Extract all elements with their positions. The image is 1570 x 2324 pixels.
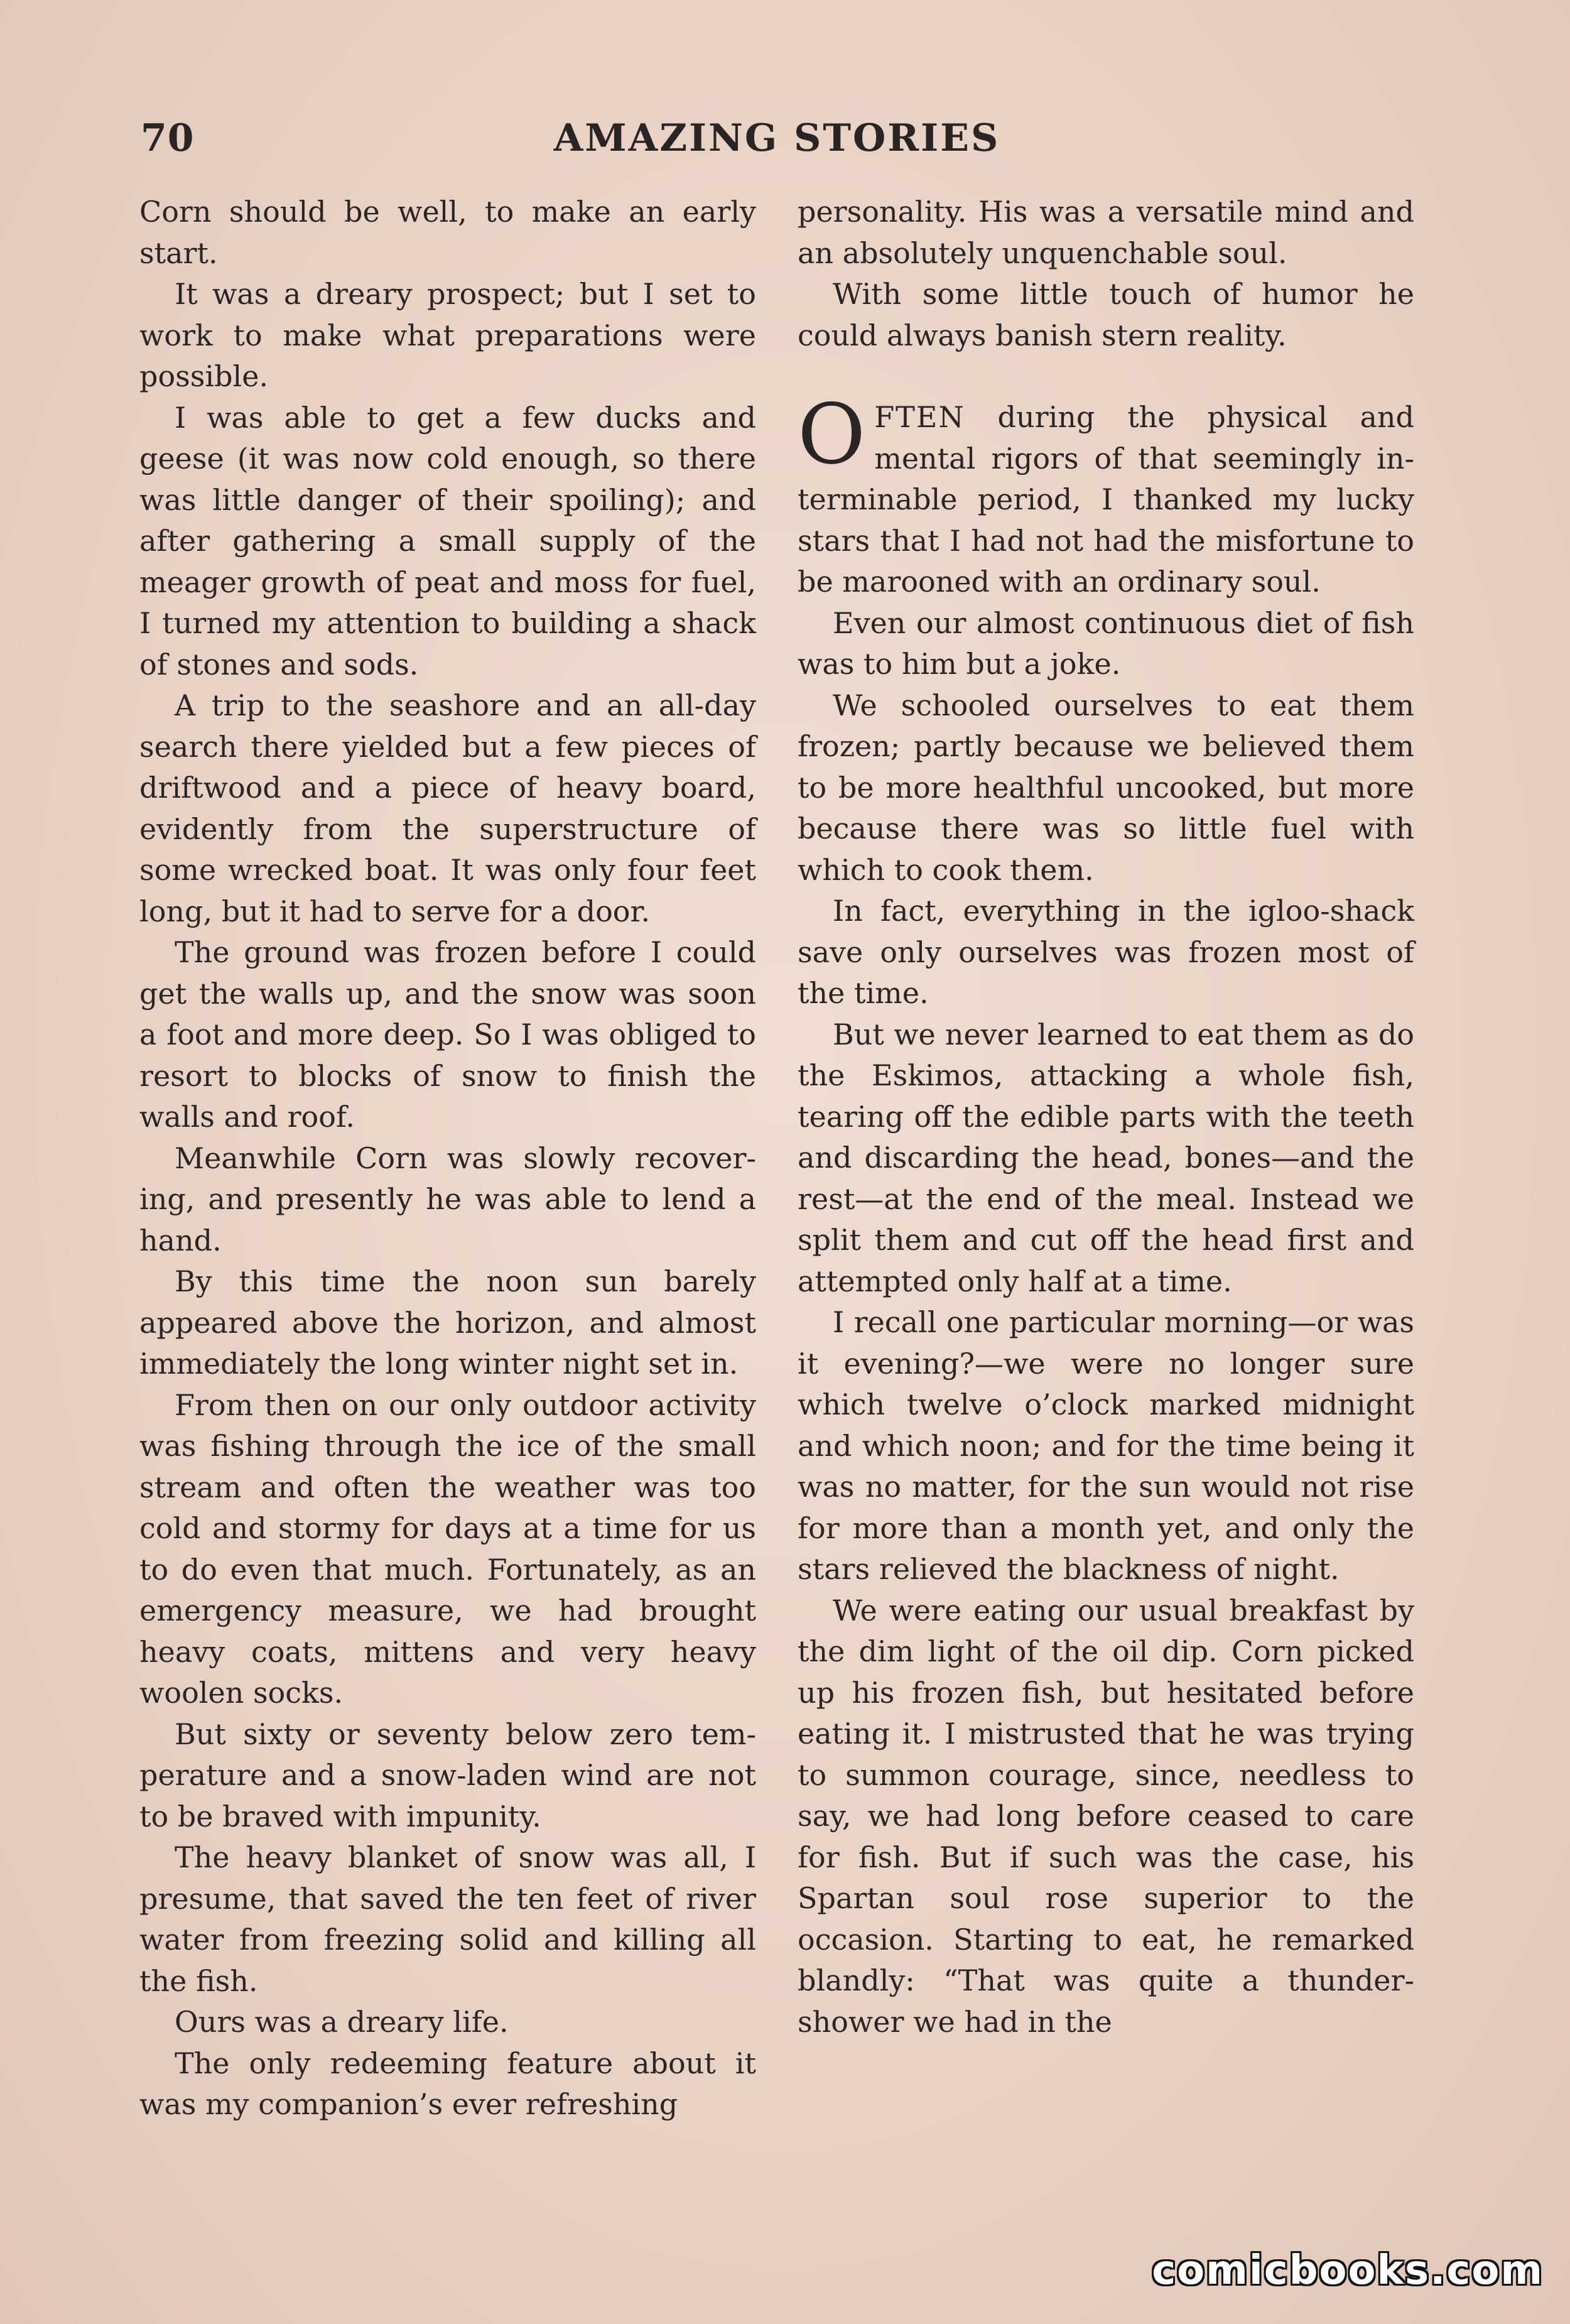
paragraph: personality. His was a versatile mind and an absolutely unquenchable soul. bbox=[798, 195, 1414, 270]
page-number: 70 bbox=[141, 116, 195, 160]
dropcap-paragraph bbox=[798, 386, 1414, 603]
paragraph: By this time the noon sun barely appeared above the horizon, and almost immediately the long winter night set in. bbox=[139, 1264, 756, 1381]
left-column bbox=[139, 192, 756, 2126]
paragraph: In fact, everything in the igloo-shack save only ourselves was frozen most of the time. bbox=[798, 894, 1414, 1010]
paragraph: Meanwhile Corn was slowly recovering, and presently he was able to lend a hand. bbox=[139, 1141, 756, 1257]
paragraph: I was able to get a few ducks and geese (it was now cold enough, so there was little danger of their spoiling); and after gathering a small supply of the meager growth of peat and moss for fuel, I turned my attention to building a shack of stones and sods. bbox=[139, 400, 756, 681]
watermark bbox=[1104, 2224, 1544, 2305]
drop-cap: O bbox=[798, 386, 866, 483]
paragraph: But we never learned to eat them as do the Eskimos, attacking a whole fish, tearing off the edible parts with the teeth and discarding the head, bones—and the rest—at the end of the meal. Instead we split them and cut off the head first and attempted only half at a time. bbox=[798, 1017, 1414, 1298]
paragraph: The ground was frozen before I could get the walls up, and the snow was soon a foot and more deep. So I was obliged to resort to blocks of snow to finish the walls and roof. bbox=[139, 935, 756, 1134]
dropcap-paragraph-text: during the physical and mental rigors of that seemingly interminable period, I thanked my lucky stars that I had not had the misfortune to be marooned with an ordinary soul. bbox=[798, 400, 1414, 599]
watermark-text: comicbooks.com bbox=[1152, 2247, 1544, 2294]
paragraph: A trip to the seashore and an all-day search there yielded but a few pieces of driftwood and a piece of heavy board, evidently from the superstructure of some wrecked boat. It was only four feet long, but it had to serve for a door. bbox=[139, 688, 756, 928]
paragraph: The heavy blanket of snow was all, I presume, that saved the ten feet of river water from freezing solid and killing all the fish. bbox=[139, 1840, 756, 1998]
dropcap-word-rest: FTEN bbox=[874, 400, 965, 434]
running-head: AMAZING STORIES bbox=[553, 116, 1000, 160]
paragraph: We schooled ourselves to eat them frozen; partly because we believed them to be more healthful uncooked, but more because there was so little fuel with which to cook them. bbox=[798, 688, 1414, 887]
right-column bbox=[798, 192, 1414, 2043]
paragraph: Even our almost continuous diet of fish was to him but a joke. bbox=[798, 605, 1414, 681]
paragraph: It was a dreary prospect; but I set to work to make what preparations were possible. bbox=[139, 277, 756, 393]
paragraph: With some little touch of humor he could always banish stern reality. bbox=[798, 277, 1414, 352]
page-header bbox=[141, 113, 1413, 163]
paragraph: The only redeeming feature about it was my companion’s ever refreshing bbox=[139, 2046, 756, 2121]
paragraph: I recall one particular morning—or was it evening?—we were no longer sure which twelve o’clock marked midnight and which noon; and for the time being it was no matter, for the sun would not rise for more than a month yet, and only the stars relieved the blackness of night. bbox=[798, 1305, 1414, 1586]
paragraph: We were eating our usual breakfast by the dim light of the oil dip. Corn picked up his frozen fish, but hesitated before eating it. I mistrusted that he was trying to summon courage, since, needless to say, we had long before ceased to care for fish. But if such was the case, his Spartan soul rose superior to the occasion. Starting to eat, he remarked blandly: “That was quite a thunder-shower we had in the bbox=[798, 1593, 1414, 2039]
paragraph: But sixty or seventy below zero temperature and a snow-laden wind are not to be braved with impunity. bbox=[139, 1717, 756, 1833]
paragraph: From then on our only outdoor activity was fishing through the ice of the small stream and often the weather was too cold and stormy for days at a time for us to do even that much. Fortunately, as an emergency measure, we had brought heavy coats, mittens and very heavy woolen socks. bbox=[139, 1387, 756, 1710]
paragraph: Ours was a dreary life. bbox=[175, 2005, 509, 2039]
paragraph: Corn should be well, to make an early start. bbox=[139, 195, 756, 270]
